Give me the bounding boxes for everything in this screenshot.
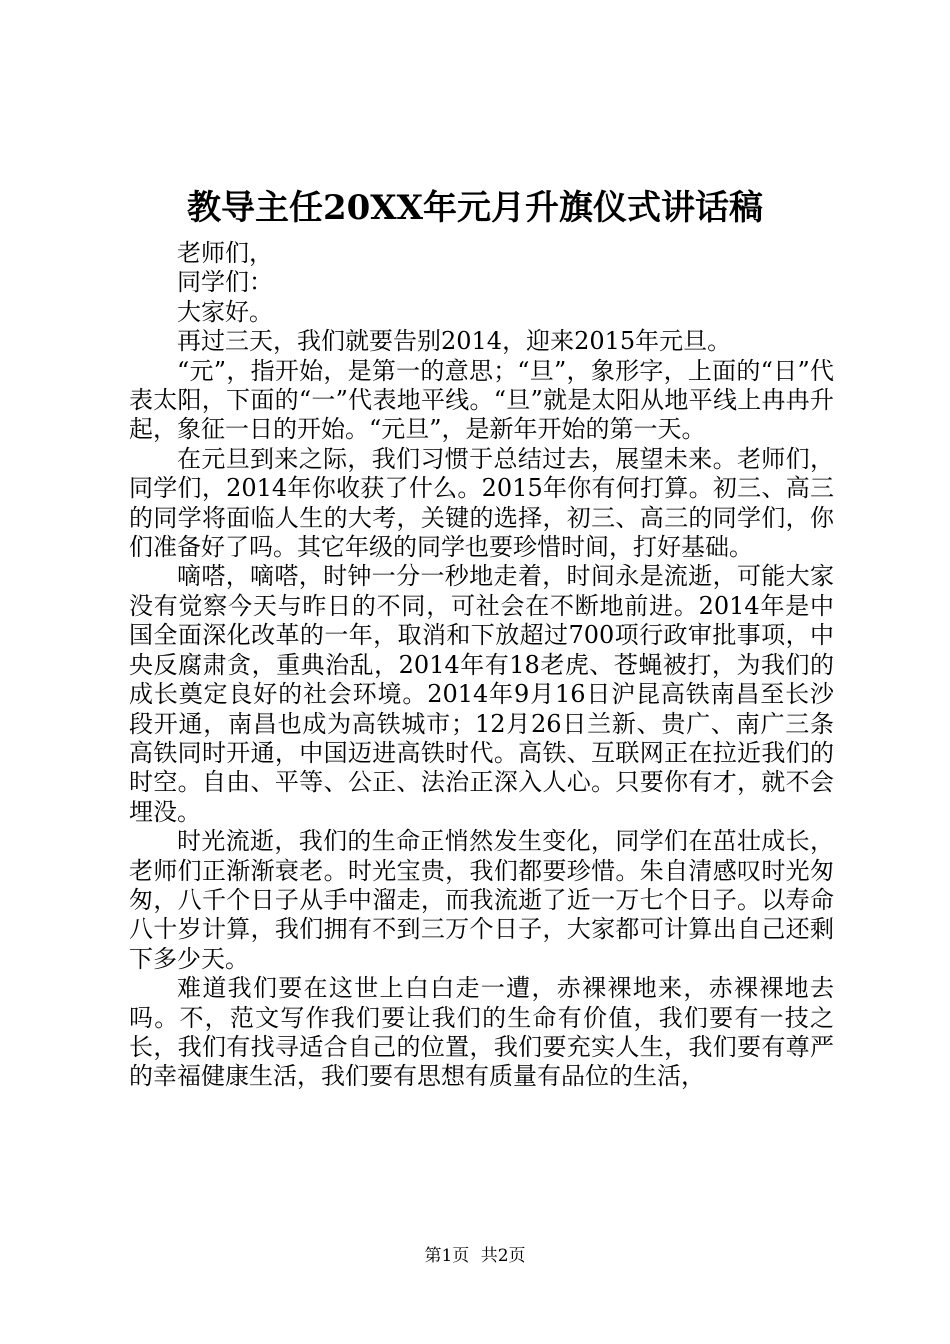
paragraph-review-plans: 在元旦到来之际，我们习惯于总结过去，展望未来。老师们，同学们，2014年你收获了什么。2015年你有何打算。初三、高三的同学将面临人生的大考，关键的选择，初三、高三的同学们，你们准备好了吗。其它年级的同学也要珍惜时间，打好基础。 [129, 444, 834, 562]
paragraph-time-passing: 时光流逝，我们的生命正悄然发生变化，同学们在茁壮成长，老师们正渐渐衰老。时光宝贵，我们都要珍惜。朱自清感叹时光匆匆，八千个日子从手中溜走，而我流逝了近一万七个日子。以寿命八十岁计算，我们拥有不到三万个日子，大家都可计算出自己还剩下多少天。 [129, 827, 834, 973]
paragraph-salutation-teachers: 老师们， [177, 239, 273, 267]
paragraph-meaningful-life: 难道我们要在这世上白白走一遭，赤裸裸地来，赤裸裸地去吗。不，范文写作我们要让我们的生命有价值，我们要有一技之长，我们有找寻适合自己的位置，我们要充实人生，我们要有尊严的幸福健康生活，我们要有思想有质量有品位的生活， [129, 974, 834, 1091]
page-number: 第1页 [424, 1246, 470, 1266]
paragraph-greeting: 大家好。 [177, 297, 273, 326]
document-body [129, 239, 834, 1092]
document-title: 教导主任20XX年元月升旗仪式讲话稿 [186, 188, 764, 228]
page-footer [0, 1244, 950, 1268]
paragraph-society-progress: 嘀嗒，嘀嗒，时钟一分一秒地走着，时间永是流逝，可能大家没有觉察今天与昨日的不同，可社会在不断地前进。2014年是中国全面深化改革的一年，取消和下放超过700项行政审批事项，中央反腐肃贪，重典治乱，2014年有18老虎、苍蝇被打，为我们的成长奠定良好的社会环境。2014年9月16日沪昆高铁南昌至长沙段开通，南昌也成为高铁城市；12月26日兰新、贵广、南广三条高铁同时开通，中国迈进高铁时代。高铁、互联网正在拉近我们的时空。自由、平等、公正、法治正深入人心。只要你有才，就不会埋没。 [129, 562, 834, 826]
paragraph-salutation-students: 同学们： [177, 268, 273, 297]
page-total: 共2页 [480, 1246, 526, 1266]
paragraph-new-year: 再过三天，我们就要告别2014，迎来2015年元旦。 [177, 327, 732, 356]
paragraph-yuandan-meaning: “元”，指开始，是第一的意思；“旦”，象形字，上面的“日”代表太阳，下面的“一”代表地平线。“旦”就是太阳从地平线上冉冉升起，象征一日的开始。“元旦”，是新年开始的第一天。 [129, 356, 834, 444]
